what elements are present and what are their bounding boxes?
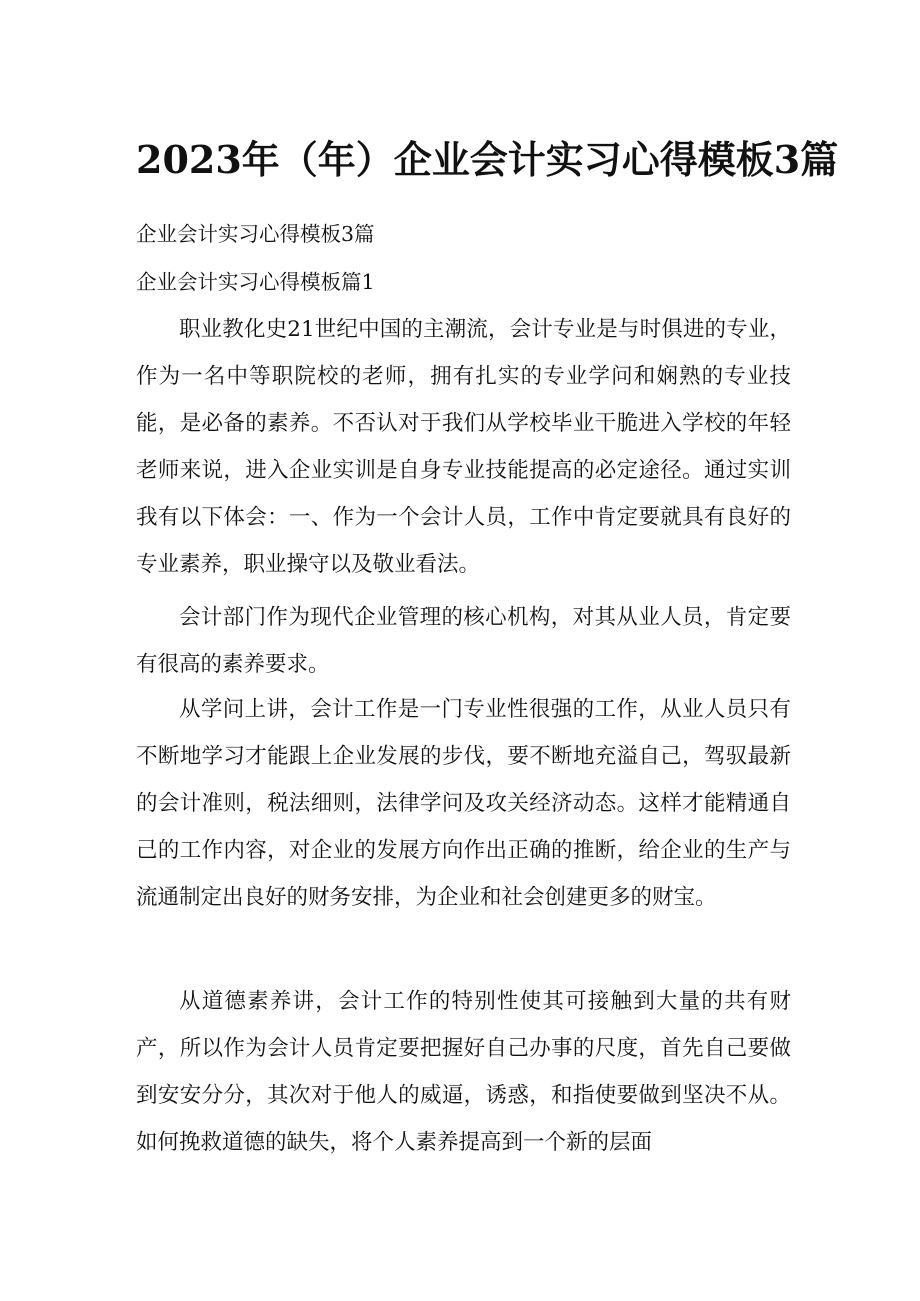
body-paragraph-2: 会计部门作为现代企业管理的核心机构，对其从业人员，肯定要有很高的素养要求。 (136, 605, 791, 677)
body-paragraph-1: 职业教化史21世纪中国的主潮流，会计专业是与时俱进的专业，作为一名中等职院校的老师，拥有扎实的专业学问和娴熟的专业技能，是必备的素养。不否认对于我们从学校毕业干脆进入学校的年轻老师来说，进入企业实训是自身专业技能提高的必定途径。通过实训我有以下体会：一、作为一个会计人员，工作中肯定要就具有良好的专业素养，职业操守以及敬业看法。 (136, 317, 791, 577)
document-subtitle: 企业会计实习心得模板3篇 (136, 222, 375, 246)
document-title: 2023年（年）企业会计实习心得模板3篇 (136, 137, 839, 182)
section-heading: 企业会计实习心得模板篇1 (136, 270, 375, 294)
body-paragraph-4: 从道德素养讲，会计工作的特别性使其可接触到大量的共有财产，所以作为会计人员肯定要把握好自己办事的尺度，首先自己要做到安安分分，其次对于他人的威逼，诱惑，和指使要做到坚决不从。如何挽救道德的缺失，将个人素养提高到一个新的层面 (136, 989, 791, 1155)
body-paragraph-3: 从学问上讲，会计工作是一门专业性很强的工作，从业人员只有不断地学习才能跟上企业发展的步伐，要不断地充溢自己，驾驭最新的会计准则，税法细则，法律学问及攻关经济动态。这样才能精通自己的工作内容，对企业的发展方向作出正确的推断，给企业的生产与流通制定出良好的财务安排，为企业和社会创建更多的财宝。 (136, 697, 791, 910)
